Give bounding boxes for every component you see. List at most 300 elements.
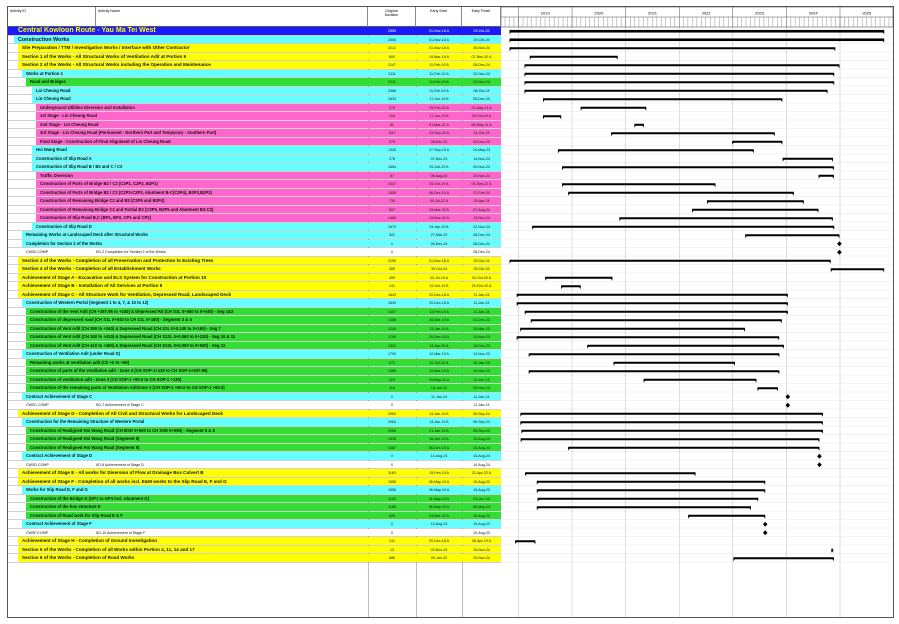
start-cell: 19-Nov-20 A xyxy=(429,216,449,220)
table-row[interactable] xyxy=(8,554,501,563)
table-row[interactable] xyxy=(8,197,501,206)
finish-cell: 07-Aug-24 xyxy=(473,207,490,212)
finish-cell: 14-Aug-24 xyxy=(473,445,490,450)
table-row[interactable] xyxy=(8,393,501,402)
finish-cell: 28-Dec-24 xyxy=(473,241,490,246)
summary-bar xyxy=(614,362,735,364)
bar-end-cap xyxy=(831,159,833,162)
activity-name: Remaining works at ventilation adit (Ch +0 to +90) xyxy=(30,359,130,365)
bar-start-cap xyxy=(819,176,821,179)
duration-cell: 1558 xyxy=(388,479,396,484)
duration-cell: 141 xyxy=(389,284,395,288)
table-row[interactable] xyxy=(8,520,501,529)
finish-cell: 14-Aug-24 xyxy=(473,454,490,458)
table-row[interactable] xyxy=(8,512,501,521)
bar-end-cap xyxy=(792,193,794,196)
start-cell: 02-Jul-19 A xyxy=(429,275,449,280)
activity-name: Construction of Ventilation Adit (under Road D) xyxy=(26,351,121,356)
activity-name: Achievement of Stage B - Installation of All Services at Portion 8 xyxy=(22,283,163,288)
activity-name: 3rd Stage - Lin Cheung Road (Permanent - Northern Part and Temporary - Southern Part) xyxy=(40,130,217,135)
duration-cell: 525 xyxy=(389,513,395,518)
activity-name: Achievement of Stage C - All Structure Work for Ventilation, Depressed Road, Landscaped Deck xyxy=(22,291,232,297)
activity-name: Final Stage - Construction of Final Alignment of Lin Cheung Road xyxy=(40,138,171,144)
duration-cell: 141 xyxy=(389,539,395,543)
bar-end-cap xyxy=(559,116,561,119)
summary-bar xyxy=(757,387,778,389)
table-row[interactable] xyxy=(8,486,501,495)
start-cell: 10-Oct-20 A xyxy=(429,360,449,365)
table-row[interactable] xyxy=(8,214,501,223)
duration-cell: 2111 xyxy=(388,71,396,76)
table-row[interactable] xyxy=(8,359,501,368)
summary-bar xyxy=(562,183,715,185)
table-row[interactable] xyxy=(8,95,501,104)
activity-name: Section 2 of the Works - All Structural Works including the Operation and Maintenance xyxy=(22,62,211,67)
finish-cell: 05-Dec-23 xyxy=(473,139,490,144)
summary-bar xyxy=(611,132,775,134)
table-row[interactable] xyxy=(8,418,501,427)
summary-bar xyxy=(525,90,828,92)
start-cell: 27-Sep-19 A xyxy=(429,148,449,152)
table-row[interactable] xyxy=(8,546,501,555)
summary-bar xyxy=(561,285,581,287)
bar-start-cap xyxy=(532,227,534,230)
duration-cell: 1336 xyxy=(388,148,396,152)
table-row[interactable] xyxy=(8,537,501,546)
summary-bar xyxy=(568,192,794,194)
duration-cell: 1854 xyxy=(388,165,396,169)
bar-end-cap xyxy=(821,422,823,425)
start-cell: 15-Feb-19 A xyxy=(429,471,449,475)
summary-bar xyxy=(692,209,818,211)
activity-name: 1st Stage - Lin Cheung Road xyxy=(40,113,97,118)
table-row[interactable] xyxy=(8,189,501,198)
duration-cell: 0 xyxy=(391,403,393,407)
table-row[interactable] xyxy=(8,223,501,232)
finish-cell: 05-Dec-23 xyxy=(473,97,490,101)
table-row[interactable] xyxy=(8,469,501,478)
gantt-sheet xyxy=(7,6,894,618)
activity-name: Construction of Vent Adit (CH 410 to +460) & Depressed Road (CH S12L 0+0.000 to 0+060) - Seg 12 xyxy=(30,342,226,348)
start-cell: 11-Jan-24 xyxy=(431,394,447,399)
table-row[interactable] xyxy=(8,44,501,53)
duration-cell: 1457 xyxy=(388,309,396,314)
table-row[interactable] xyxy=(8,27,501,36)
activity-name: Construction of Remaining Bridge C2 and Partial B2 (C2P6, B2P5 and Abutment B2-C2) xyxy=(40,206,214,212)
table-row[interactable] xyxy=(8,112,501,121)
table-row[interactable] xyxy=(8,495,501,504)
summary-bar xyxy=(515,540,535,542)
duration-cell: 1849 xyxy=(388,301,396,305)
activity-name: Construction of Realigned Hoi Wang Road (CH BSR 0+000 to CH SSR 0+090) - Segment 5 & 6 xyxy=(30,427,215,433)
table-row[interactable] xyxy=(8,155,501,164)
start-cell: 01-Nov-18 A xyxy=(429,46,449,50)
start-cell: 11-Feb-19 A xyxy=(429,80,449,84)
finish-cell: 30-Nov-24 xyxy=(473,46,490,50)
table-row[interactable] xyxy=(8,325,501,334)
bar-end-cap xyxy=(780,99,782,102)
duration-cell: 62 xyxy=(390,122,394,127)
duration-cell: 1558 xyxy=(388,488,396,492)
table-row[interactable] xyxy=(8,129,501,138)
table-row[interactable] xyxy=(8,384,501,393)
finish-cell: 19-Oct-19 A xyxy=(471,114,492,118)
table-row[interactable] xyxy=(8,104,501,113)
summary-bar xyxy=(529,353,780,355)
table-row[interactable] xyxy=(8,70,501,79)
summary-bar xyxy=(545,277,612,279)
table-row[interactable] xyxy=(8,401,501,410)
table-row[interactable] xyxy=(8,342,501,351)
table-row[interactable] xyxy=(8,333,501,342)
activity-name: Completion for Section 2 of the Works xyxy=(26,240,103,246)
start-cell: 20-Dec-18 A xyxy=(429,292,449,297)
start-cell: 20-Dec-18 A xyxy=(429,335,449,339)
activity-name: Works at Portion 1 xyxy=(26,70,63,76)
duration-cell: 2111 xyxy=(388,80,396,84)
duration-cell: 735 xyxy=(389,199,395,203)
finish-cell: 14-Oct-23 xyxy=(473,131,490,135)
finish-cell: 22-Nov-24 xyxy=(473,71,490,76)
gantt-chart xyxy=(501,7,893,617)
start-cell: 01-Nov-18 A xyxy=(429,37,449,42)
table-row[interactable] xyxy=(8,257,501,266)
finish-cell: 05-Sep-22 A xyxy=(471,182,492,186)
duration-cell: 13 xyxy=(390,547,394,552)
activity-name: Construction of Slip Road B / B2 and C / C2 xyxy=(36,164,123,169)
summary-bar xyxy=(688,515,765,517)
duration-cell: 1341 xyxy=(388,343,396,348)
duration-cell: 686 xyxy=(389,556,395,560)
year-label: 2024 xyxy=(808,10,818,16)
start-cell: 28-Dec-22 xyxy=(430,139,448,144)
activity-name: Works for Slip Road E, F and G xyxy=(26,487,88,492)
finish-cell: 05-Nov-23 xyxy=(473,386,490,390)
start-cell: 14-Jan-19 A xyxy=(429,420,449,424)
table-row[interactable] xyxy=(8,248,501,257)
activity-name: Road and Bridges xyxy=(30,79,66,84)
table-row[interactable] xyxy=(8,121,501,130)
table-row[interactable] xyxy=(8,316,501,325)
finish-cell: 22-Nov-24 xyxy=(473,80,490,84)
table-row[interactable] xyxy=(8,87,501,96)
activity-name: Remaining Works at Landscaped Deck after Structural Works xyxy=(26,232,149,237)
finish-cell: 29-Oct-25 xyxy=(473,29,490,33)
start-cell: 13-Jan-19 A xyxy=(429,326,449,331)
bar-start-cap xyxy=(707,201,709,204)
table-row[interactable] xyxy=(8,308,501,317)
activity-name: KD-10 Achievement of Stage F xyxy=(96,530,146,535)
finish-cell: 11-Jan-24 xyxy=(473,309,490,314)
summary-bar xyxy=(831,268,884,270)
activity-name: Construction of the Bridge G (GP1 to GP3 incl. Abutment G) xyxy=(30,495,149,501)
duration-cell: 1117 xyxy=(388,131,396,135)
start-cell: 11-Feb-19 A xyxy=(429,63,449,67)
start-cell: 01-Nov-18 A xyxy=(429,258,449,263)
activity-name: Construction of the remaining parts of Ventilation AditZone 2 (CH SOP-1 +90.0 to CH SOP-1 +90.0) xyxy=(30,385,225,390)
start-cell: 06-May-19 A xyxy=(428,488,450,492)
start-cell: 23-Sep-20 A xyxy=(429,131,449,135)
activity-name: Section 3 of the Works - Completion of all Preservation and Protection to Existing Trees xyxy=(22,257,214,263)
finish-cell: 10-Aug-23 xyxy=(473,522,490,526)
summary-bar xyxy=(521,430,822,432)
summary-bar xyxy=(538,498,759,500)
activity-id: CWS2.COMP xyxy=(26,250,49,254)
duration-cell: 1790 xyxy=(388,335,396,339)
table-row[interactable] xyxy=(8,299,501,308)
table-row[interactable] xyxy=(8,172,501,181)
activity-name: Construction of ventilation adit - Zone 3 (CH SOP-1 +90.0 to CH SOP-1 +130) xyxy=(30,376,182,382)
summary-bar xyxy=(525,472,695,474)
finish-cell: 29-Apr-24 xyxy=(473,199,490,203)
activity-name: Achievement of Stage E - All works for Diversion of Flow at Drainage Box Culvert B xyxy=(22,470,204,475)
table-row[interactable] xyxy=(8,206,501,215)
finish-cell: 14-Aug-24 xyxy=(473,437,490,441)
summary-bar xyxy=(510,260,831,262)
duration-cell: 1538 xyxy=(388,437,396,441)
start-cell: 01-Nov-18 A xyxy=(429,29,449,33)
table-row[interactable] xyxy=(8,138,501,147)
duration-cell: 1120 xyxy=(388,496,396,501)
summary-bar xyxy=(783,158,833,160)
finish-cell: 15-Nov-24 xyxy=(473,547,490,552)
finish-cell: 14-Nov-23 xyxy=(473,352,490,356)
summary-bar xyxy=(587,345,784,347)
header-early-start[interactable]: Early Start xyxy=(416,7,462,27)
table-row[interactable] xyxy=(8,461,501,470)
summary-bar xyxy=(537,506,751,508)
activity-name: Construction of Realigned Hoi Wang Road (Segment 9) xyxy=(30,444,140,450)
bar-end-cap xyxy=(773,133,775,136)
start-cell: 27-Mar-23 xyxy=(430,233,448,237)
year-label: 2022 xyxy=(701,10,711,16)
finish-cell: 14-Nov-23 xyxy=(473,369,490,373)
duration-cell: 2212 xyxy=(388,46,396,50)
start-cell: 14-Apr-20 A xyxy=(429,343,449,348)
summary-bar xyxy=(521,438,820,440)
finish-cell: 11-Jun-23 xyxy=(473,377,490,382)
activity-name: Construction for the Remaining Structure of Western Portal xyxy=(26,419,145,424)
finish-cell: 22-Apr-22 A xyxy=(471,471,492,475)
start-cell: 21-Jan-19 A xyxy=(429,428,449,433)
start-cell: 17-Jun-19 A xyxy=(429,97,449,101)
finish-cell: 29-Oct-25 xyxy=(473,37,490,42)
header-early-finish[interactable]: Early Finish xyxy=(462,7,501,27)
table-row[interactable] xyxy=(8,282,501,291)
table-row[interactable] xyxy=(8,410,501,419)
summary-bar xyxy=(537,481,765,483)
activity-name: Section 5 of the Works - Completion of all Works within Portion 4, 11, 14 and 17 xyxy=(22,546,195,552)
finish-cell: 10-Aug-23 xyxy=(473,479,490,484)
start-cell: 28-Dec-24 xyxy=(430,241,448,246)
summary-bar xyxy=(733,557,833,559)
finish-cell: 15-Dec-23 xyxy=(473,343,490,348)
activity-name: Achievement of Stage A - Excavation and ELS System for Construction at Portion 10 xyxy=(22,274,207,280)
summary-bar xyxy=(520,328,745,330)
activity-name: Construction of the Vent Adit (CH +297.96 to +240) & Depressed Rd (CH S1L 0+080 to 0+040) - Seg 1&2 xyxy=(30,308,234,314)
finish-cell: 21-Feb-24 xyxy=(473,190,490,195)
duration-cell: 2147 xyxy=(388,63,396,67)
year-label: 2023 xyxy=(755,10,765,16)
activity-name: Construction of Slip Road A xyxy=(36,155,92,161)
table-row[interactable] xyxy=(8,180,501,189)
start-cell: 03-Mar-22 A xyxy=(429,513,449,518)
summary-bar xyxy=(517,294,788,296)
finish-cell: 11-Jan-24 xyxy=(473,394,490,399)
activity-name: 2nd Stage - Lin Cheung Road xyxy=(40,121,99,127)
start-cell: 16-Jan-19 A xyxy=(429,437,449,441)
table-row[interactable] xyxy=(8,78,501,87)
table-row[interactable] xyxy=(8,435,501,444)
start-cell: 11-Feb-19 A xyxy=(429,71,449,76)
activity-name: Underground Utilities Diversion and Installation xyxy=(40,104,135,110)
finish-cell: 06-Sep-24 xyxy=(473,411,490,416)
table-row[interactable] xyxy=(8,291,501,300)
bar-start-cap xyxy=(525,65,527,68)
duration-cell: 116 xyxy=(389,386,395,390)
duration-cell: 1047 xyxy=(388,182,396,186)
duration-cell: 1386 xyxy=(388,369,396,373)
bar-start-cap xyxy=(525,91,527,94)
table-row[interactable] xyxy=(8,478,501,487)
table-row[interactable] xyxy=(8,350,501,359)
header-activity-name[interactable]: Activity Name xyxy=(96,7,368,27)
start-cell: 11-May-19 A xyxy=(428,496,450,501)
activity-name: Construction of Parts of Bridge B2 / C2 (C2P3-C2P3, Abutment B-C(C2P4), B2P2,B2P3) xyxy=(40,189,213,195)
duration-cell: 2063 xyxy=(388,411,396,416)
milestone-diamond xyxy=(763,530,768,535)
milestone-diamond xyxy=(817,462,822,467)
summary-bar xyxy=(517,302,788,304)
table-row[interactable] xyxy=(8,529,501,538)
finish-cell: 16-Jan-23 xyxy=(473,360,490,365)
finish-cell: 13-Nov-24 xyxy=(473,216,490,220)
summary-bar xyxy=(525,73,835,75)
summary-bar xyxy=(537,489,765,491)
finish-cell: 11-Jan-24 xyxy=(473,403,490,407)
duration-cell: 279 xyxy=(389,139,395,144)
activity-name: Section 1 of the Works - All Structural Works of Ventilation Adit at Portion 9 xyxy=(22,53,187,59)
table-row[interactable] xyxy=(8,367,501,376)
start-cell: 01-Mar-21 A xyxy=(429,122,449,127)
duration-cell: 2555 xyxy=(388,29,396,33)
start-cell: 19-Mar-19 A xyxy=(429,54,449,59)
start-cell: 04-Apr-19 A xyxy=(429,224,449,229)
summary-bar xyxy=(530,56,618,58)
table-row[interactable] xyxy=(8,503,501,512)
summary-bar xyxy=(558,149,754,151)
table-row[interactable] xyxy=(8,61,501,70)
duration-cell: 0 xyxy=(391,522,393,526)
milestone-diamond xyxy=(817,454,822,459)
table-row[interactable] xyxy=(8,265,501,274)
activity-name: Construction of Parts of Bridge B2 / C2 (C2P1, C2P2, B2P1) xyxy=(40,181,158,186)
duration-cell: 2190 xyxy=(388,258,396,263)
table-row[interactable] xyxy=(8,427,501,436)
activity-name: Contract Achievement of Stage F xyxy=(26,521,92,526)
table-row[interactable] xyxy=(8,376,501,385)
table-row[interactable] xyxy=(8,452,501,461)
bar-end-cap xyxy=(821,414,823,417)
table-row[interactable] xyxy=(8,444,501,453)
activity-id: CWSF.COMP xyxy=(26,530,48,535)
summary-bar xyxy=(510,30,885,33)
table-row[interactable] xyxy=(8,231,501,240)
finish-cell: 26-Apr-19 A xyxy=(471,539,492,543)
duration-cell: 323 xyxy=(389,377,395,382)
summary-bar xyxy=(707,200,804,202)
start-cell: 29-Mar-22 A xyxy=(429,207,449,212)
table-row[interactable] xyxy=(8,36,501,45)
finish-cell: 24-May-23 xyxy=(472,148,491,152)
header-original-duration[interactable]: Original Duration xyxy=(368,7,416,27)
duration-cell: 0 xyxy=(391,241,393,246)
summary-bar xyxy=(732,141,782,143)
start-cell: 09-Dec-18 A xyxy=(429,539,449,543)
start-cell: 05-Jan-23 xyxy=(430,556,448,560)
activity-name: Construction of Western Portal (Segment 1 to 4, 7, & 10 to 12) xyxy=(26,300,149,305)
start-cell: 18-Jun-23 xyxy=(430,386,448,390)
start-cell: 03-May-21 A xyxy=(428,377,450,382)
bar-end-cap xyxy=(780,142,782,145)
finish-cell: 02-Oct-20 A xyxy=(471,275,492,280)
header-activity-id[interactable]: Activity ID xyxy=(8,7,96,27)
finish-cell: 21-May-21 A xyxy=(471,105,492,110)
duration-cell: 104 xyxy=(389,114,395,118)
duration-cell: 2066 xyxy=(388,88,396,93)
activity-name: Achievement of Stage F - Completion of all works incl. E&M works to the Slip Road E, F and G xyxy=(22,478,227,484)
table-row[interactable] xyxy=(8,53,501,62)
activity-name: Construction of the box structure E xyxy=(30,504,101,509)
start-cell: 06-May-19 A xyxy=(428,505,450,509)
duration-cell: 1465 xyxy=(388,216,396,220)
activity-name: Construction Works xyxy=(18,36,70,43)
finish-cell: 20-Nov-24 xyxy=(473,556,490,560)
start-cell: 11-Feb-19 A xyxy=(429,88,449,93)
summary-bar xyxy=(510,38,885,41)
duration-cell: 0 xyxy=(391,454,393,458)
summary-bar xyxy=(644,379,757,381)
start-cell: 26-Mar-19 A xyxy=(429,318,449,322)
start-cell: 19-Oct-19 A xyxy=(429,284,449,288)
bar-start-cap xyxy=(525,74,527,77)
finish-cell: 01-Dec-23 xyxy=(473,318,490,322)
activity-id: CWSD.COMP xyxy=(26,462,49,467)
duration-cell: 1163 xyxy=(388,471,396,475)
finish-cell: 06-Sep-24 xyxy=(473,420,490,424)
duration-cell: 2555 xyxy=(388,37,396,42)
table-row[interactable] xyxy=(8,163,501,172)
activity-name: Section 4 of the Works - Completion of all Establishment Works xyxy=(22,266,161,271)
duration-cell: 87 xyxy=(390,173,394,178)
activity-name: Construction of Vent Adit (CH 290 to +340) & Depressed Road (CH S1L 0+0.100 to 0+160) - Seg 7 xyxy=(30,325,221,331)
table-row[interactable] xyxy=(8,240,501,249)
activity-name: Lai Cheung Road xyxy=(36,87,71,93)
finish-cell: 10-Aug-23 xyxy=(473,530,490,535)
table-row[interactable] xyxy=(8,274,501,283)
start-cell: 29-Feb-20 A xyxy=(429,105,449,110)
activity-name: Hoi Wang Road xyxy=(36,147,67,152)
finish-cell: 29-Feb-20 A xyxy=(471,284,492,288)
table-row[interactable] xyxy=(8,146,501,155)
summary-bar xyxy=(543,98,782,100)
duration-cell: 1709 xyxy=(388,352,396,356)
activity-name: Construction of Road work for Slip Road E & F xyxy=(30,512,123,518)
activity-name: Construction of Slip Road D xyxy=(36,223,92,229)
activity-name: KD-2 Completion for Section 2 of the Works xyxy=(96,250,166,254)
activity-id: CWSC.COMP xyxy=(26,403,49,407)
start-cell: 14-Aug-24 xyxy=(430,454,448,458)
